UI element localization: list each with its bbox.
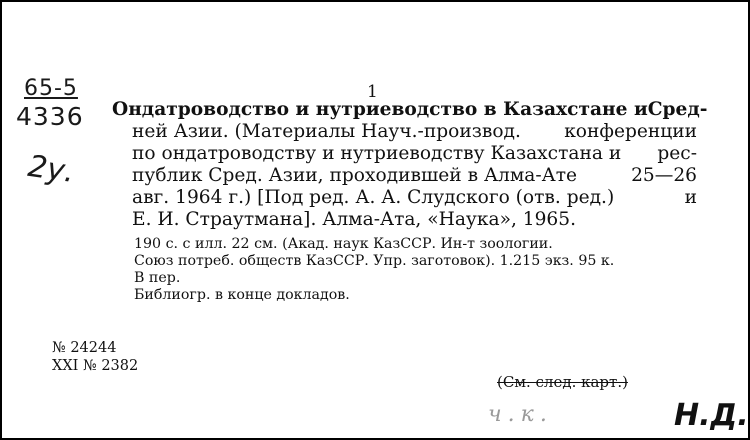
faint-handwriting: ч.к. (488, 402, 553, 427)
imprint-line-2: Союз потреб. обществ КазССР. Упр. заготовок). 1.215 экз. 95 к. (134, 253, 615, 269)
desc-line-5-a: авг. 1964 г.) [Под ред. А. А. Слудского (отв. ред.) (132, 187, 615, 208)
registry-numbers (52, 339, 138, 375)
imprint-block (134, 236, 699, 304)
desc-line-3 (112, 143, 697, 165)
desc-line-4 (112, 165, 697, 187)
card-number: 1 (367, 82, 378, 102)
registry-line-2: XXI № 2382 (52, 358, 139, 374)
imprint-line-4: Библиогр. в конце докладов. (134, 287, 350, 303)
call-number-top: 65-5 (24, 76, 78, 101)
handwritten-initials: Н.Д. (674, 398, 749, 433)
desc-line-5-b: и (684, 187, 697, 208)
desc-line-4-a: публик Сред. Азии, проходившей в Алма-Ате (132, 165, 578, 186)
bibliographic-description (112, 99, 708, 231)
desc-line-4-b: 25—26 (631, 165, 697, 186)
desc-line-1-a: Ондатроводство и нутриеводство в Казахстане и (112, 99, 648, 120)
desc-line-6: Е. И. Страутмана]. Алма-Ата, «Наука», 1965. (132, 209, 577, 230)
desc-line-2-b: конференции (564, 121, 697, 142)
imprint-line-1: 190 с. с илл. 22 см. (Акад. наук КазССР. Ин-т зоологии. (134, 236, 553, 252)
desc-line-1-b: Сред- (647, 99, 708, 120)
struck-cross-reference: (См. след. карт.) (497, 373, 628, 391)
registry-line-1: № 24244 (52, 340, 117, 356)
desc-line-2 (112, 121, 697, 143)
desc-line-2-a: ней Азии. (Материалы Науч.-производ. (132, 121, 521, 142)
desc-line-3-b: рес- (657, 143, 697, 164)
desc-line-5 (112, 187, 697, 209)
imprint-line-3: В пер. (134, 270, 181, 286)
desc-line-3-a: по ондатроводству и нутриеводству Казахстана и (132, 143, 622, 164)
handwritten-mark: 2у. (25, 148, 77, 191)
desc-line-1 (112, 99, 708, 121)
call-number-bottom: 4336 (16, 102, 84, 131)
